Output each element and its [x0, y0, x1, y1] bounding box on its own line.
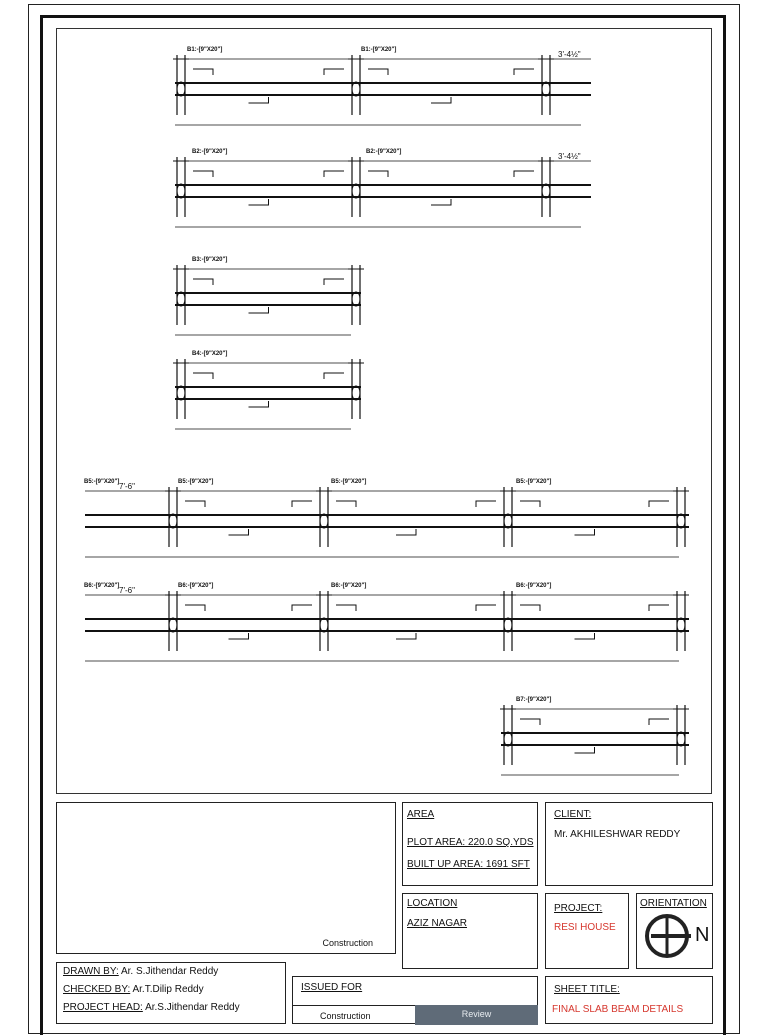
- b1-overhang-dimension: 3'-4½": [558, 50, 581, 59]
- b5-beam-label: B5:-[9"X20"]: [84, 479, 120, 485]
- credits-box: [56, 962, 286, 1024]
- b2-extra-bar: [368, 171, 388, 177]
- b7-extra-bar: [520, 719, 540, 725]
- sheet-title-value: FINAL SLAB BEAM DETAILS: [552, 1004, 684, 1015]
- drawing-area: [56, 28, 712, 794]
- b1-extra-bar: [368, 69, 388, 75]
- b6-extra-bar: [336, 605, 356, 611]
- project-head-label: PROJECT HEAD:: [63, 1002, 143, 1013]
- issued-review-label: Review: [461, 1009, 492, 1019]
- stamp-box: [56, 802, 396, 954]
- b4-column-section: [352, 386, 360, 400]
- b3-column-section: [352, 292, 360, 306]
- project-heading: PROJECT:: [554, 903, 603, 914]
- sheet-title-heading: SHEET TITLE:: [554, 984, 620, 995]
- b6-beam-label: B6:-[9"X20"]: [516, 583, 552, 589]
- b6-column-section: [169, 618, 177, 632]
- b2-column-section: [352, 184, 360, 198]
- b6-extra-bar: [292, 605, 312, 611]
- b3-extra-bar: [324, 279, 344, 285]
- b2-column-section: [542, 184, 550, 198]
- b6-beam-label: B6:-[9"X20"]: [84, 583, 120, 589]
- b7-column-section: [504, 732, 512, 746]
- b3-beam-label: B3:-[9"X20"]: [192, 257, 228, 263]
- stamp-label: Construction: [322, 938, 373, 948]
- project-value: RESI HOUSE: [554, 922, 616, 933]
- b4-column-section: [177, 386, 185, 400]
- b1-extra-bar: [514, 69, 534, 75]
- location-heading: LOCATION: [407, 898, 458, 909]
- project-head-row: [63, 1002, 240, 1013]
- checked-by-label: CHECKED BY:: [63, 984, 131, 995]
- b2-bottom-extra-bar: [431, 199, 451, 205]
- area-box: [402, 802, 538, 886]
- b5-beam-label: B5:-[9"X20"]: [331, 479, 367, 485]
- b5-column-section: [169, 514, 177, 528]
- b1-extra-bar: [193, 69, 213, 75]
- b1-bottom-extra-bar: [249, 97, 269, 103]
- area-heading: AREA: [407, 809, 435, 820]
- b5-overhang-dimension: 7'-6": [119, 482, 135, 491]
- b1-column-section: [177, 82, 185, 96]
- sheet-title-box: [545, 976, 713, 1024]
- b5-beam-label: B5:-[9"X20"]: [516, 479, 552, 485]
- b6-beam-label: B6:-[9"X20"]: [178, 583, 214, 589]
- b6-column-section: [320, 618, 328, 632]
- orientation-box: [636, 893, 713, 969]
- b2-column-section: [177, 184, 185, 198]
- b5-extra-bar: [336, 501, 356, 507]
- b2-extra-bar: [514, 171, 534, 177]
- b6-beam-label: B6:-[9"X20"]: [331, 583, 367, 589]
- b7-beam-label: B7:-[9"X20"]: [516, 697, 552, 703]
- b5-extra-bar: [649, 501, 669, 507]
- b6-extra-bar: [520, 605, 540, 611]
- b2-beam-label: B2:-[9"X20"]: [366, 149, 402, 155]
- b5-extra-bar: [520, 501, 540, 507]
- issued-review-tab[interactable]: [415, 1005, 538, 1025]
- b1-column-section: [542, 82, 550, 96]
- client-heading: CLIENT:: [554, 809, 592, 820]
- b4-bottom-extra-bar: [249, 401, 269, 407]
- b1-extra-bar: [324, 69, 344, 75]
- b5-bottom-extra-bar: [229, 529, 249, 535]
- b6-extra-bar: [649, 605, 669, 611]
- orientation-heading: ORIENTATION: [640, 898, 707, 909]
- b2-overhang-dimension: 3'-4½": [558, 152, 581, 161]
- built-up-area-text: BUILT UP AREA: 1691 SFT: [407, 859, 530, 870]
- b5-bottom-extra-bar: [396, 529, 416, 535]
- b1-column-section: [352, 82, 360, 96]
- issued-for-box: [292, 976, 538, 1024]
- north-letter: N: [695, 924, 710, 946]
- b5-extra-bar: [185, 501, 205, 507]
- b5-extra-bar: [476, 501, 496, 507]
- project-head-value: Ar.S.Jithendar Reddy: [145, 1002, 240, 1013]
- b6-bottom-extra-bar: [575, 633, 595, 639]
- b7-extra-bar: [649, 719, 669, 725]
- b6-bottom-extra-bar: [396, 633, 416, 639]
- b3-extra-bar: [193, 279, 213, 285]
- issued-construction-tab[interactable]: [292, 1005, 416, 1025]
- location-box: [402, 893, 538, 969]
- b7-bottom-extra-bar: [575, 747, 595, 753]
- location-value: AZIZ NAGAR: [407, 918, 468, 929]
- b1-bottom-extra-bar: [431, 97, 451, 103]
- b4-extra-bar: [193, 373, 213, 379]
- b4-extra-bar: [324, 373, 344, 379]
- b2-extra-bar: [324, 171, 344, 177]
- project-box: [545, 893, 629, 969]
- drawn-by-row: [63, 966, 218, 977]
- b5-column-section: [320, 514, 328, 528]
- b6-column-section: [677, 618, 685, 632]
- b3-column-section: [177, 292, 185, 306]
- checked-by-row: [63, 984, 204, 995]
- b6-bottom-extra-bar: [229, 633, 249, 639]
- b4-beam-label: B4:-[9"X20"]: [192, 351, 228, 357]
- b3-bottom-extra-bar: [249, 307, 269, 313]
- client-name: Mr. AKHILESHWAR REDDY: [554, 829, 681, 840]
- drawn-by-value: Ar. S.Jithendar Reddy: [120, 966, 219, 977]
- b6-extra-bar: [185, 605, 205, 611]
- checked-by-value: Ar.T.Dilip Reddy: [132, 984, 204, 995]
- beam-details-drawing: [57, 29, 713, 795]
- b6-column-section: [504, 618, 512, 632]
- issued-construction-label: Construction: [320, 1011, 371, 1021]
- b5-bottom-extra-bar: [575, 529, 595, 535]
- b2-bottom-extra-bar: [249, 199, 269, 205]
- client-box: [545, 802, 713, 886]
- issued-for-heading: ISSUED FOR: [301, 982, 363, 993]
- b2-extra-bar: [193, 171, 213, 177]
- b2-beam-label: B2:-[9"X20"]: [192, 149, 228, 155]
- b5-column-section: [504, 514, 512, 528]
- b7-column-section: [677, 732, 685, 746]
- b6-extra-bar: [476, 605, 496, 611]
- b5-column-section: [677, 514, 685, 528]
- b6-overhang-dimension: 7'-6": [119, 586, 135, 595]
- b5-beam-label: B5:-[9"X20"]: [178, 479, 214, 485]
- plot-area-text: PLOT AREA: 220.0 SQ.YDS: [407, 837, 534, 848]
- drawn-by-label: DRAWN BY:: [63, 966, 119, 977]
- b5-extra-bar: [292, 501, 312, 507]
- b1-beam-label: B1:-[9"X20"]: [361, 47, 397, 53]
- b1-beam-label: B1:-[9"X20"]: [187, 47, 223, 53]
